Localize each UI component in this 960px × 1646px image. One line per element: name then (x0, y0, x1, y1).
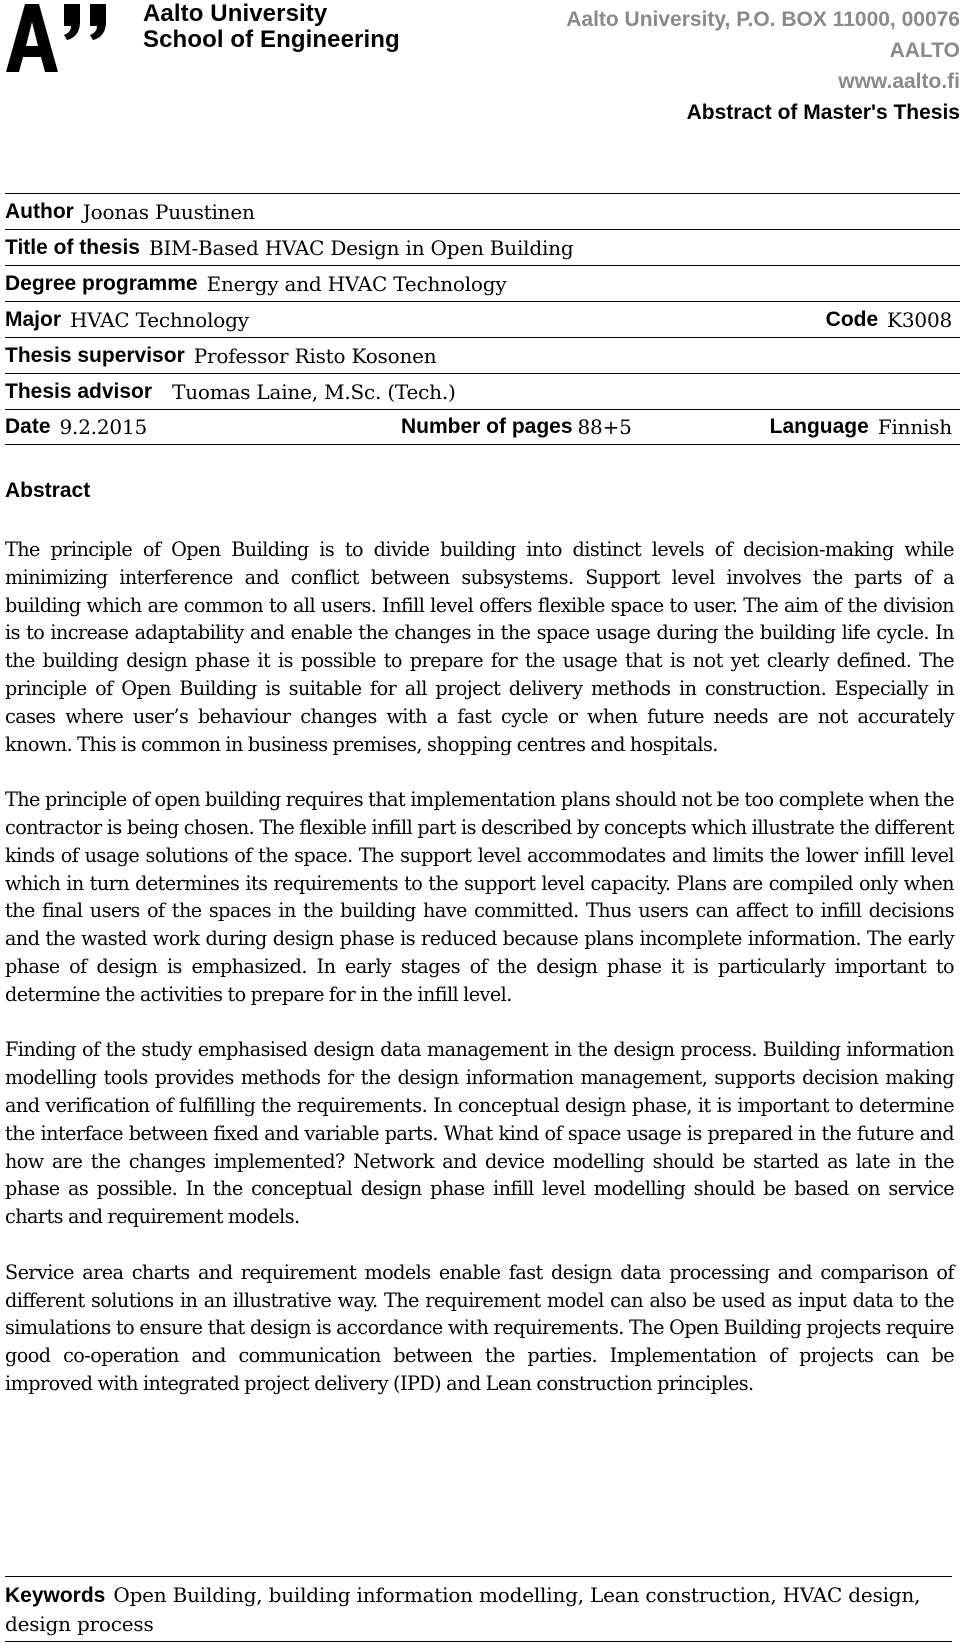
supervisor-row (5, 337, 960, 373)
document-type: Abstract of Master's Thesis (686, 101, 960, 124)
keywords-row (5, 1576, 952, 1642)
title-row (5, 229, 960, 265)
degree-row (5, 265, 960, 301)
keywords-value: Open Building, building information modelling, Lean construction, HVAC design, design process (5, 1583, 921, 1636)
author-label: Author (5, 199, 74, 223)
language-label: Language (769, 415, 869, 438)
keywords-label: Keywords (5, 1584, 106, 1607)
language-cell (770, 410, 952, 444)
address-line2: AALTO (889, 39, 960, 62)
degree-value: Energy and HVAC Technology (206, 271, 507, 296)
address-line1: Aalto University, P.O. BOX 11000, 00076 (566, 8, 960, 31)
code-label: Code (825, 307, 879, 331)
code-value: K3008 (887, 307, 952, 332)
degree-label: Degree programme (5, 271, 198, 295)
advisor-row (5, 373, 960, 409)
university-line1: Aalto University (143, 0, 328, 27)
title-label: Title of thesis (5, 235, 140, 259)
abstract-heading: Abstract (5, 479, 91, 502)
university-name (143, 1, 400, 53)
supervisor-value: Professor Risto Kosonen (193, 343, 437, 368)
abstract-paragraph: The principle of open building requires that implementation plans should not be too complete when the contractor is being chosen. The flexible infill part is described by concepts which illustrate the different kinds of usage solutions of the space. The support level accommodates and limits the lower infill level which in turn determines its requirements to the support level capacity. Plans are compiled only when the final users of the spaces in the building have committed. Thus users can affect to infill decisions and the wasted work during design phase is reduced because plans incomplete information. The early phase of design is emphasized. In early stages of the design phase it is particularly important to determine the activities to prepare for in the infill level. (5, 788, 954, 1006)
abstract-body (5, 536, 954, 1426)
pages-value: 88+5 (577, 415, 632, 439)
abstract-paragraph: Service area charts and requirement models enable fast design data processing and comparison of different solutions in an illustrative way. The requirement model can also be used as input data to the simulations to ensure that design is accordance with requirements. The Open Building projects require good co-operation and communication between the parties. Implementation of projects can be improved with integrated project delivery (IPD) and Lean construction principles. (5, 1260, 954, 1395)
abstract-paragraph: Finding of the study emphasised design data management in the design process. Building information modelling tools provides methods for the design information management, supports decision making and verification of fulfilling the requirements. In conceptual design phase, it is important to determine the interface between fixed and variable parts. What kind of space usage is prepared in the future and how are the changes implemented? Network and device modelling should be started as late in the phase as possible. In the conceptual design phase infill level modelling should be based on service charts and requirement models. (5, 1038, 954, 1229)
date-label: Date (5, 415, 51, 438)
aalto-logo (6, 2, 126, 74)
pages-cell (401, 410, 632, 444)
advisor-label: Thesis advisor (5, 379, 153, 403)
title-value: BIM-Based HVAC Design in Open Building (148, 235, 574, 260)
date-row (5, 409, 960, 445)
address-block (566, 4, 960, 128)
code-cell (826, 302, 952, 337)
author-row (5, 193, 960, 229)
major-label: Major (5, 307, 62, 331)
website: www.aalto.fi (838, 70, 960, 93)
major-value: HVAC Technology (70, 307, 249, 332)
abstract-paragraph: The principle of Open Building is to divide building into distinct levels of decision-making while minimizing interference and conflict between subsystems. Support level involves the parts of a building which are common to all users. Infill level offers flexible space to user. The aim of the division is to increase adaptability and enable the changes in the space usage during the building life cycle. In the building design phase it is possible to prepare for the usage that is not yet clearly defined. The principle of Open Building is suitable for all project delivery methods in construction. Especially in cases where user’s behaviour changes with a fast cycle or when future needs are not accurately known. This is common in business premises, shopping centres and hospitals. (5, 538, 954, 756)
date-value: 9.2.2015 (59, 415, 147, 439)
university-line2: School of Engineering (143, 26, 400, 53)
pages-label: Number of pages (401, 415, 573, 438)
advisor-value: Tuomas Laine, M.Sc. (Tech.) (172, 379, 456, 404)
major-row (5, 301, 960, 337)
supervisor-label: Thesis supervisor (5, 343, 185, 367)
author-value: Joonas Puustinen (82, 199, 255, 224)
thesis-info-table (5, 193, 960, 445)
language-value: Finnish (877, 415, 952, 439)
